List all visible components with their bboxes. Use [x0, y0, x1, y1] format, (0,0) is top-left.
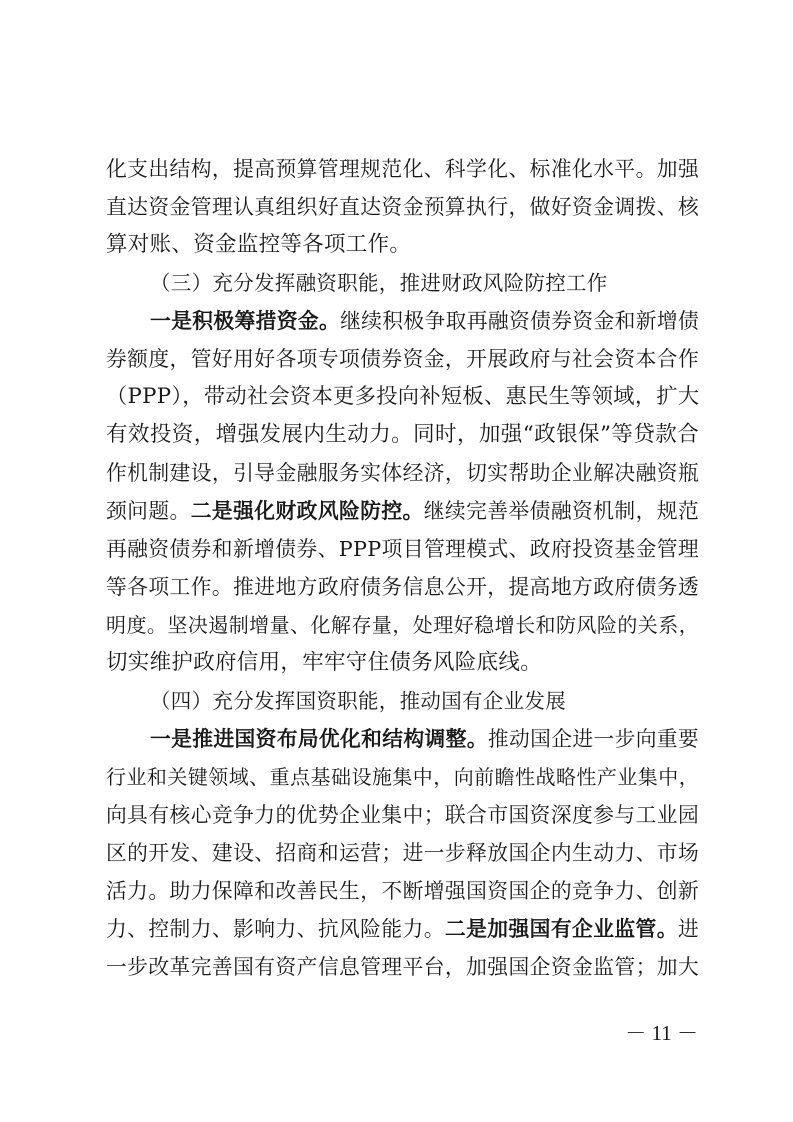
bold-lead: 一是推进国资布局优化和结构调整。: [150, 727, 488, 751]
text-run: 推动国企进一步向重要: [487, 727, 699, 751]
paragraph-line: 等各项工作。推进地方政府债务信息公开，提高地方政府债务透: [106, 575, 699, 599]
paragraph-line: 化支出结构，提高预算管理规范化、科学化、标准化水平。加强: [106, 157, 699, 181]
paragraph-line: 有效投资，增强发展内生动力。同时，加强“政银保”等贷款合: [106, 422, 699, 447]
paragraph-line: [106, 911, 699, 947]
text-run: 进: [677, 917, 699, 941]
text-run: 继续完善举债融资机制，规范: [423, 499, 699, 523]
bold-lead: 一是积极筹措资金。: [150, 309, 341, 333]
text-run: 力、控制力、影响力、抗风险能力。: [106, 917, 445, 941]
paragraph-line: [150, 303, 699, 339]
paragraph-line: 区的开发、建设、招商和运营；进一步释放国企内生动力、市场: [106, 841, 699, 865]
paragraph-line: 活力。助力保障和改善民生，不断增强国资国企的竞争力、创新: [106, 879, 699, 903]
paragraph-line: 切实维护政府信用，牢牢守住债务风险底线。: [106, 650, 543, 675]
section-heading: （三）充分发挥融资职能，推进财政风险防控工作: [150, 271, 608, 295]
text-run: 颈问题。: [106, 499, 191, 523]
page-number: － 11 －: [625, 1021, 698, 1045]
paragraph-line: 券额度，管好用好各项专项债券资金，开展政府与社会资本合作: [106, 347, 699, 371]
paragraph-line: [106, 493, 699, 529]
paragraph-line: 一步改革完善国有资产信息管理平台，加强国企资金监管；加大: [106, 955, 699, 979]
bold-lead: 二是强化财政风险防控。: [190, 499, 424, 523]
paragraph-line: 向具有核心竞争力的优势企业集中；联合市国资深度参与工业园: [106, 803, 699, 827]
paragraph-line: 再融资债券和新增债券、PPP项目管理模式、政府投资基金管理: [106, 537, 699, 561]
section-heading: （四）充分发挥国资职能，推动国有企业发展: [150, 689, 566, 713]
paragraph-line: 作机制建设，引导金融服务实体经济，切实帮助企业解决融资瓶: [106, 461, 699, 485]
text-run: 继续积极争取再融资债券资金和新增债: [340, 309, 699, 333]
paragraph-line: [150, 721, 699, 757]
bold-lead: 二是加强国有企业监管。: [444, 917, 678, 941]
paragraph-line: 算对账、资金监控等各项工作。: [106, 232, 412, 257]
paragraph-line: （PPP），带动社会资本更多投向补短板、惠民生等领域，扩大: [106, 384, 700, 409]
paragraph-line: 行业和关键领域、重点基础设施集中，向前瞻性战略性产业集中，: [106, 765, 699, 789]
paragraph-line: 直达资金管理认真组织好直达资金预算执行，做好资金调拨、核: [106, 195, 699, 219]
paragraph-line: 明度。坚决遏制增量、化解存量，处理好稳增长和防风险的关系，: [106, 613, 699, 637]
